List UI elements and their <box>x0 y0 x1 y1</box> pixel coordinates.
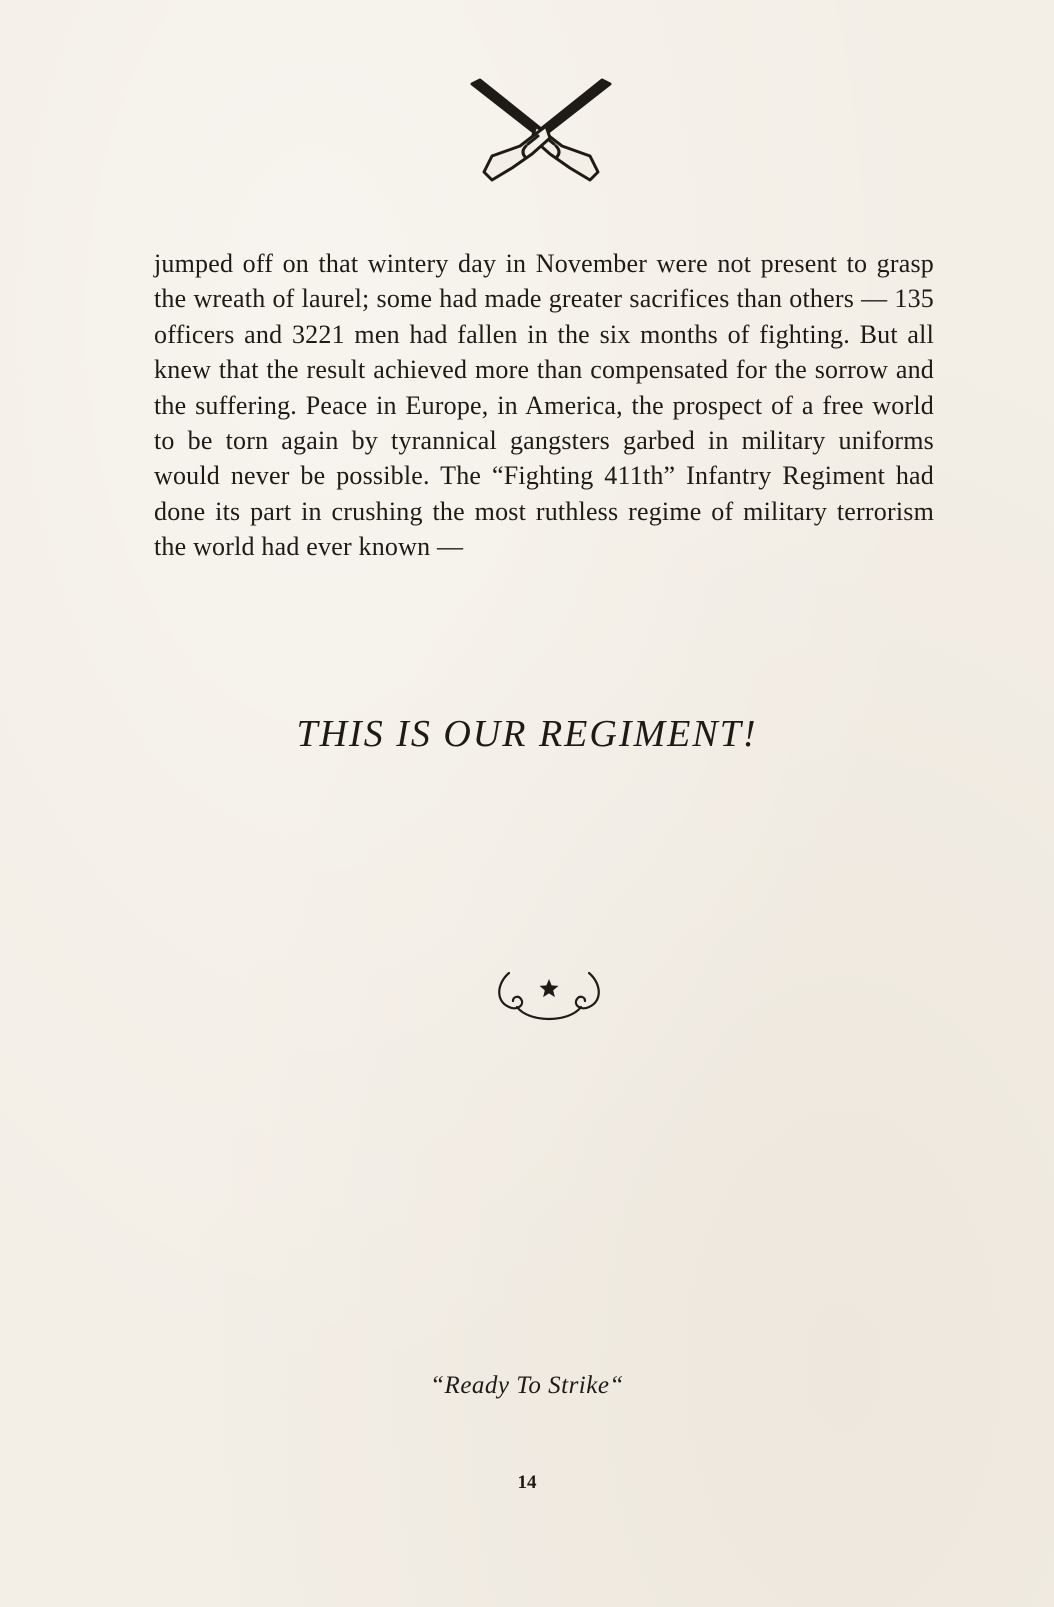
body-paragraph: jumped off on that wintery day in November were not present to grasp the wreath of laurel; some had made greater sacrifices than others — 135 officers and 3221 men had fallen in the six months of fighting. But all knew that the result achieved more than compensated for the sorrow and the suffering. Peace in Europe, in America, the prospect of a free world to be torn again by tyrannical gangsters garbed in military uniforms would never be possible. The “Fighting 411th” Infantry Regiment had done its part in crushing the most ruthless regime of military terrorism the world had ever known — <box>154 249 934 562</box>
crossed-rifles-icon <box>470 76 612 186</box>
star-ornament-icon <box>495 967 603 1033</box>
page-number: 14 <box>517 1472 537 1493</box>
headline: THIS IS OUR REGIMENT! <box>296 713 758 755</box>
motto: “Ready To Strike“ <box>430 1372 624 1399</box>
